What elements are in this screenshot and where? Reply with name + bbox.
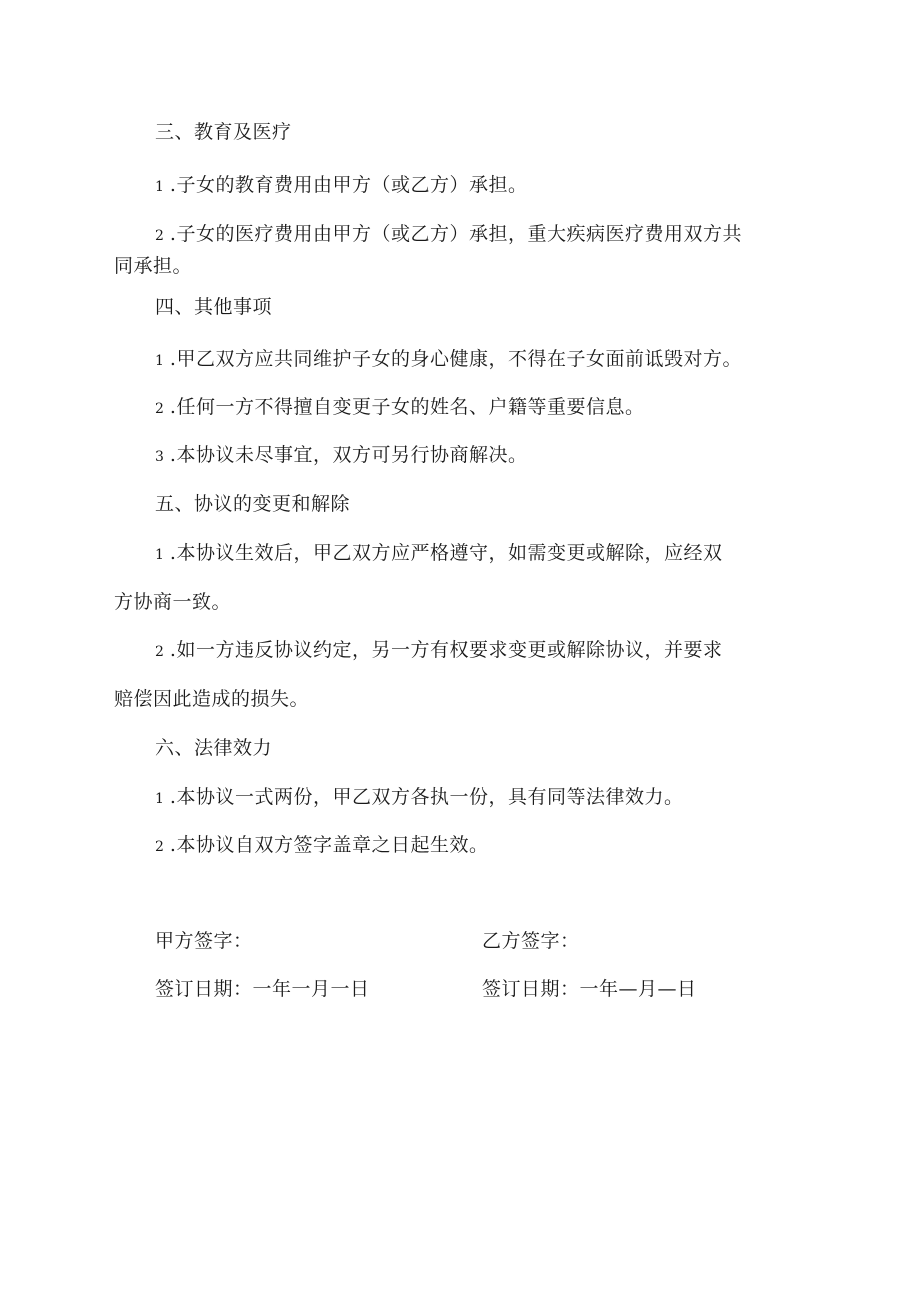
section-5-item-1-continued: 方协商一致。: [114, 591, 232, 613]
item-number: 2: [155, 644, 164, 660]
item-number: 1: [155, 791, 164, 807]
item-number: 1: [155, 547, 164, 563]
party-a-signature-label: 甲方签字：: [155, 930, 253, 952]
section-5-item-2: [155, 638, 722, 664]
party-b-signature-label: 乙方签字：: [482, 930, 580, 952]
section-4-item-2: [155, 395, 644, 421]
section-3-item-2: [155, 222, 742, 248]
item-number: 1: [155, 179, 164, 195]
item-text: .子女的教育费用由甲方（或乙方）承担。: [169, 174, 528, 196]
section-3-heading: 三、教育及医疗: [155, 121, 292, 143]
section-6-item-1: [155, 785, 683, 811]
section-6-item-2: [155, 833, 488, 859]
section-3-item-2-continued: 同承担。: [114, 255, 193, 277]
section-4-item-1: [155, 347, 742, 373]
item-text: .如一方违反协议约定，另一方有权要求变更或解除协议，并要求: [169, 639, 723, 661]
section-5-heading: 五、协议的变更和解除: [155, 493, 351, 515]
section-5-item-2-continued: 赔偿因此造成的损失。: [114, 688, 310, 710]
item-text: .本协议生效后，甲乙双方应严格遵守，如需变更或解除，应经双: [169, 542, 723, 564]
item-text: .本协议未尽事宜，双方可另行协商解决。: [169, 444, 528, 466]
section-6-heading: 六、法律效力: [155, 737, 273, 759]
item-number: 1: [155, 353, 164, 369]
item-number: 3: [155, 449, 164, 465]
item-number: 2: [155, 839, 164, 855]
item-text: .子女的医疗费用由甲方（或乙方）承担，重大疾病医疗费用双方共: [169, 223, 742, 245]
section-5-item-1: [155, 541, 722, 567]
item-text: .本协议自双方签字盖章之日起生效。: [169, 834, 489, 856]
item-number: 2: [155, 401, 164, 417]
item-number: 2: [155, 228, 164, 244]
section-4-heading: 四、其他事项: [155, 296, 273, 318]
section-4-item-3: [155, 443, 527, 469]
party-a-sign-date: 签订日期：一年一月一日: [155, 978, 370, 1000]
item-text: .任何一方不得擅自变更子女的姓名、户籍等重要信息。: [169, 396, 645, 418]
party-b-sign-date: 签订日期：一年—月—日: [482, 978, 697, 1000]
section-3-item-1: [155, 173, 527, 199]
item-text: .甲乙双方应共同维护子女的身心健康，不得在子女面前诋毁对方。: [169, 348, 742, 370]
item-text: .本协议一式两份，甲乙双方各执一份，具有同等法律效力。: [169, 786, 684, 808]
